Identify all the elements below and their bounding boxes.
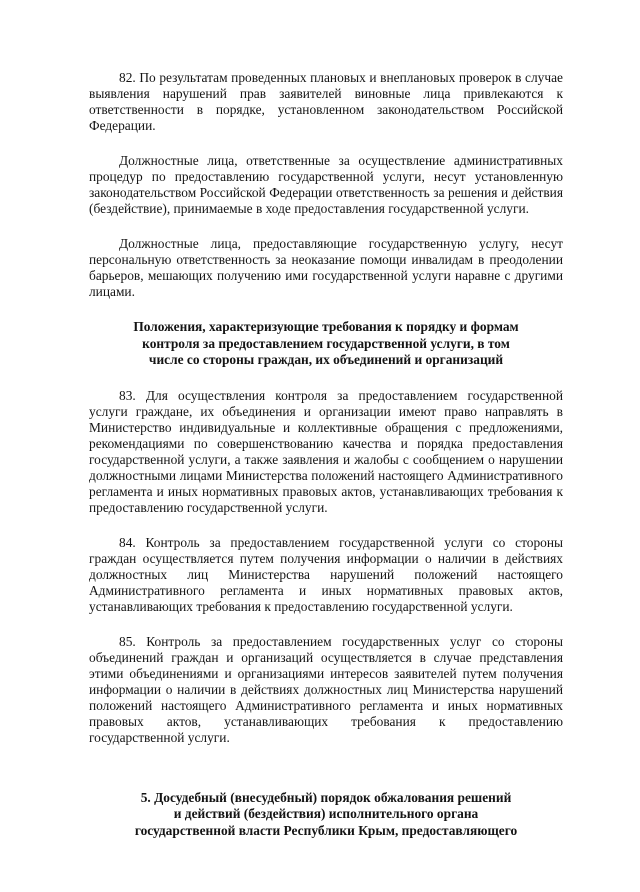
paragraph-84: 84. Контроль за предоставлением государственной услуги со стороны граждан осуществляется путем получения информации о наличии в действиях должностных лиц Министерства нарушений положений настоящего Административного регламента и иных нормативных правовых актов, устанавливающих требования к предоставлению государственной услуги. [89, 534, 563, 614]
paragraph-83: 83. Для осуществления контроля за предоставлением государственной услуги граждане, их объединения и организации имеют право направлять в Министерство индивидуальные и коллективные обращения с предложениями, рекомендациями по совершенствованию качества и порядка предоставления государственной услуги, а также заявления и жалобы с сообщением о нарушении должностными лицами Министерства положений настоящего Административного регламента и иных нормативных правовых актов, устанавливающих требования к предоставлению государственной услуги. [89, 387, 563, 515]
heading-line: и действий (бездействия) исполнительного органа [173, 806, 479, 821]
heading-line: числе со стороны граждан, их объединений и организаций [148, 352, 504, 367]
section-heading-control [89, 319, 563, 369]
paragraph-85: 85. Контроль за предоставлением государственных услуг со стороны объединений граждан и организаций осуществляется в случае представления этими объединениями и организациями интересов заявителей путем получения информации о наличии в действиях должностных лиц Министерства нарушений положений настоящего Административного регламента и иных нормативных правовых актов, устанавливающих требования к предоставлению государственной услуги. [89, 633, 563, 745]
section-title-5 [89, 790, 563, 840]
heading-line: 5. Досудебный (внесудебный) порядок обжалования решений [140, 789, 512, 805]
paragraph-82: 82. По результатам проведенных плановых и внеплановых проверок в случае выявления нарушений прав заявителей виновные лица привлекаются к ответственности в порядке, установленном законодательством Российской Федерации. [89, 70, 563, 133]
paragraph-officials-responsibility: Должностные лица, ответственные за осуществление административных процедур по предоставлению государственной услуги, несут установленную законодательством Российской Федерации ответственность за решения и действия (бездействие), принимаемые в ходе предоставления государственной услуги. [89, 153, 563, 216]
heading-line: Положения, характеризующие требования к порядку и формам [133, 319, 519, 334]
paragraph-disabled-assistance: Должностные лица, предоставляющие государственную услугу, несут персональную ответственность за неоказание помощи инвалидам в преодолении барьеров, мешающих получению ими государственной услуги наравне с другими лицами. [89, 236, 563, 299]
heading-line: контроля за предоставлением государственной услуги, в том [142, 335, 510, 351]
document-page [89, 70, 563, 858]
heading-line: государственной власти Республики Крым, предоставляющего [134, 822, 518, 838]
